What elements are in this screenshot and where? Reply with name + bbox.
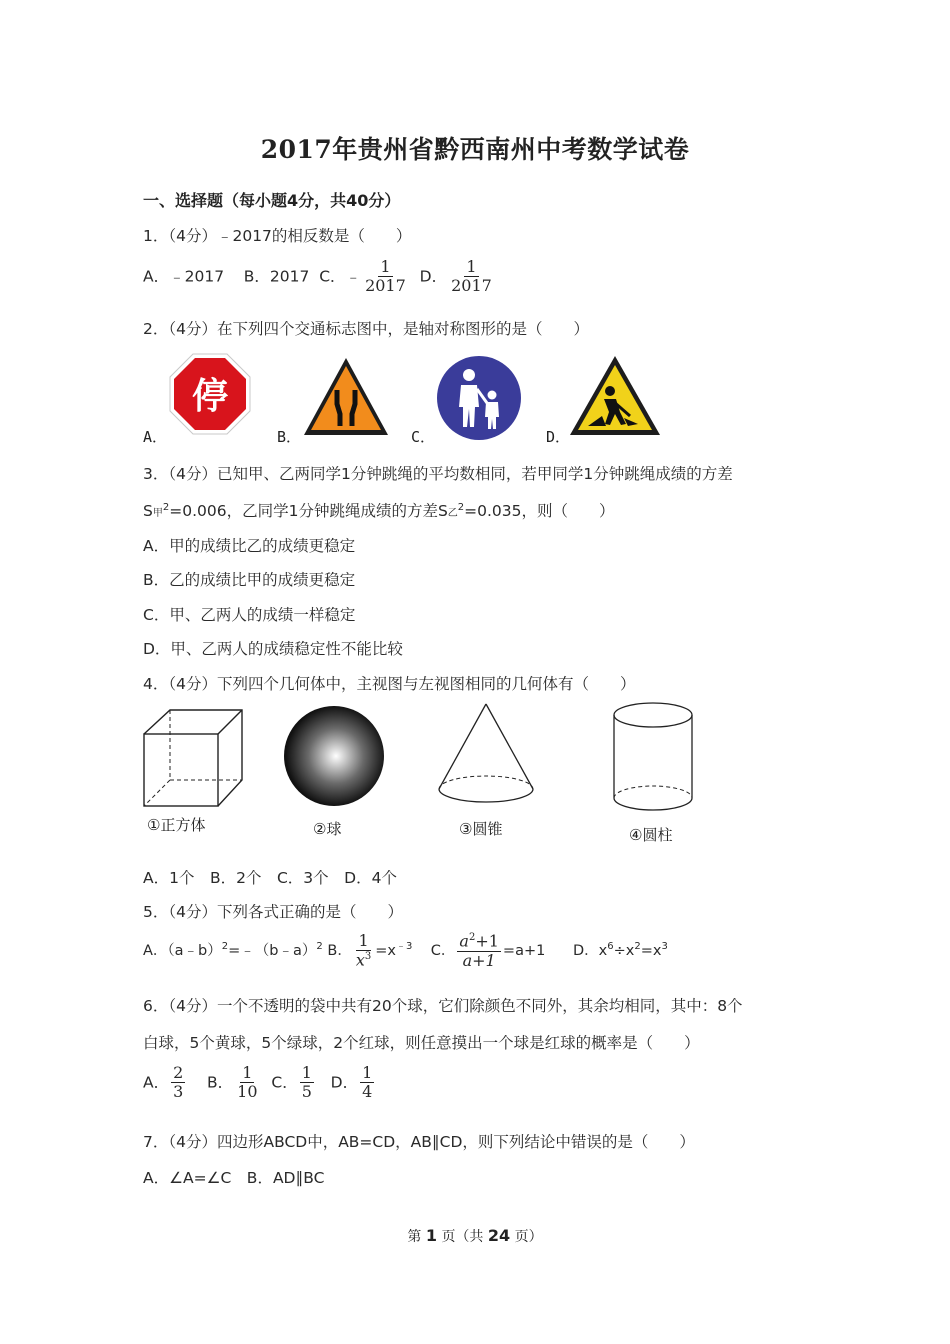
q6-options [143, 1064, 376, 1102]
q6-option-a-fraction [171, 1064, 185, 1102]
q5-d-sup2: 2 [634, 941, 641, 953]
q7-options: A．∠A=∠C B．AD∥BC [143, 1169, 325, 1187]
cube-figure [142, 706, 248, 810]
q6-option-d-fraction [360, 1064, 374, 1102]
roadwork-sign-icon [568, 354, 662, 438]
q5-c-num-rest: +1 [475, 931, 499, 951]
q5-stem: 5．（4分）下列各式正确的是（ ） [143, 903, 403, 921]
fraction-numerator: 1 [362, 1063, 373, 1082]
pedestrian-sign-icon [436, 355, 522, 441]
q3-var-s: S [143, 502, 153, 520]
q5-c-num-sup: 2 [468, 932, 476, 943]
q6-option-d-prefix: D． [330, 1073, 359, 1092]
q5-option-c-fraction [457, 932, 501, 970]
q2-stem: 2．（4分）在下列四个交通标志图中，是轴对称图形的是（ ） [143, 320, 589, 338]
q1-option-b: B．2017 [243, 267, 310, 286]
page-footer [0, 1226, 950, 1246]
footer-mid: 页（共 [441, 1229, 484, 1245]
q5-d-sup1: 6 [607, 941, 614, 953]
q5-a-sup1: 2 [221, 941, 229, 953]
q5-option-d: D．x [573, 943, 608, 960]
sphere-caption: ②球 [313, 820, 342, 838]
footer-page-number: 1 [425, 1226, 437, 1245]
cube-caption: ①正方体 [147, 816, 206, 834]
fraction-numerator: 1 [301, 1063, 312, 1082]
fraction-denominator: 3 [173, 1082, 184, 1102]
q3-text-c: =0.035，则（ ） [464, 502, 615, 520]
q5-b-rhs-sup: ﹣3 [395, 941, 413, 953]
q1-option-a: A．﹣2017 [143, 267, 225, 286]
q1-stem: 1．（4分）﹣2017的相反数是（ ） [143, 227, 412, 245]
q3-option-d: D．甲、乙两人的成绩稳定性不能比较 [143, 640, 403, 658]
q6-option-c-prefix: C． [271, 1073, 298, 1092]
section-heading: 一、选择题（每小题4分，共40分） [143, 191, 401, 210]
footer-pre: 第 [407, 1229, 422, 1245]
q7-stem: 7．（4分）四边形ABCD中，AB=CD，AB∥CD，则下列结论中错误的是（ ） [143, 1133, 695, 1151]
q5-a-sup2: 2 [316, 941, 323, 953]
q2-label-b: B． [277, 428, 302, 446]
q1-options [143, 258, 496, 296]
fraction-numerator [457, 932, 501, 952]
q5-option-b-fraction [354, 932, 373, 970]
q3-stem-line2 [143, 499, 615, 521]
q1-option-c-prefix: C．﹣ [319, 267, 362, 286]
q2-label-a: A． [143, 428, 168, 446]
footer-total-pages: 24 [487, 1226, 511, 1245]
q5-b-den-sup: 3 [364, 951, 372, 963]
fraction-numerator: 1 [466, 257, 477, 276]
q6-option-a-prefix: A． [143, 1073, 170, 1092]
q5-c-rhs: =a+1 [502, 943, 546, 960]
cylinder-caption: ④圆柱 [629, 826, 673, 844]
q3-text-b: =0.006，乙同学1分钟跳绳成绩的方差S [169, 502, 448, 520]
q3-sub-jia: 甲 [152, 508, 163, 519]
fraction-denominator: a+1 [462, 950, 496, 970]
cone-figure [436, 702, 536, 806]
q2-label-c: C． [411, 428, 436, 446]
fraction-numerator: 1 [380, 257, 391, 276]
cylinder-figure [610, 700, 696, 816]
q5-d-end: =x [640, 943, 662, 960]
q6-stem-line2: 白球，5个黄球，5个绿球，2个红球，则任意摸出一个球是红球的概率是（ ） [143, 1034, 700, 1052]
q1-option-c-fraction [363, 258, 408, 296]
q5-option-b-prefix: B． [327, 943, 352, 960]
cone-caption: ③圆锥 [459, 820, 503, 838]
q3-sub-yi: 乙 [447, 508, 458, 519]
q1-option-d-prefix: D． [419, 267, 448, 286]
fraction-denominator: 2017 [451, 276, 492, 296]
fraction-numerator: 1 [242, 1063, 253, 1082]
fraction-denominator: 2017 [365, 276, 406, 296]
fraction-denominator: 5 [301, 1082, 312, 1102]
fraction-denominator: 4 [362, 1082, 373, 1102]
q5-option-c-prefix: C． [430, 943, 456, 960]
q5-d-mid: ÷x [613, 943, 635, 960]
fraction-denominator: 10 [237, 1082, 258, 1102]
stop-sign-icon [168, 352, 252, 436]
q5-d-sup3: 3 [661, 941, 668, 953]
q6-option-c-fraction [300, 1064, 314, 1102]
q5-option-a: A．（a﹣b） [143, 943, 222, 960]
q6-stem-line1: 6．（4分）一个不透明的袋中共有20个球，它们除颜色不同外，其余均相同，其中：8个 [143, 997, 743, 1015]
q5-b-den-var: x [355, 950, 365, 970]
q3-sup-2: 2 [457, 501, 465, 513]
road-narrows-sign-icon [302, 356, 390, 438]
q3-option-a: A．甲的成绩比乙的成绩更稳定 [143, 537, 356, 555]
fraction-denominator [354, 951, 373, 970]
page-title: 2017年贵州省黔西南州中考数学试卷 [260, 135, 690, 164]
q3-option-b: B．乙的成绩比甲的成绩更稳定 [143, 571, 356, 589]
q3-option-c: C．甲、乙两人的成绩一样稳定 [143, 606, 356, 624]
fraction-numerator: 2 [173, 1063, 184, 1082]
fraction-numerator: 1 [358, 931, 369, 950]
sphere-figure [282, 704, 386, 808]
q2-label-d: D． [546, 428, 571, 446]
q5-a-mid: =﹣（b﹣a） [228, 943, 317, 960]
q5-b-rhs: =x [375, 943, 396, 960]
q4-stem: 4．（4分）下列四个几何体中，主视图与左视图相同的几何体有（ ） [143, 675, 636, 693]
q6-option-b-fraction [235, 1064, 259, 1102]
q1-option-d-fraction [449, 258, 494, 296]
q3-sup-1: 2 [162, 501, 170, 513]
q5-options [143, 932, 668, 970]
q4-options: A．1个 B．2个 C．3个 D．4个 [143, 869, 397, 887]
q6-option-b-prefix: B． [207, 1073, 234, 1092]
q5-c-num-var: a [459, 931, 469, 951]
footer-post: 页） [514, 1229, 543, 1245]
stop-sign-text: 停 [191, 376, 229, 417]
q3-stem-line1: 3．（4分）已知甲、乙两同学1分钟跳绳的平均数相同，若甲同学1分钟跳绳成绩的方差 [143, 465, 733, 483]
